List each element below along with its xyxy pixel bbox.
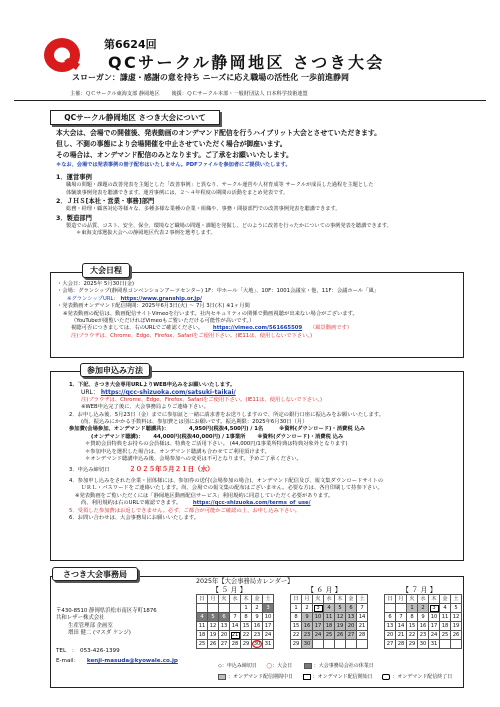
deadline-date: ２０２５年５月２１日（水） xyxy=(129,465,214,474)
calendar-day: 3 xyxy=(313,604,324,613)
calendar-day: 4 xyxy=(324,604,335,613)
fee-onsite: 4,950円(税抜4,500円) / 1名 xyxy=(189,426,264,433)
calendar-day xyxy=(197,604,208,613)
weekday-header: 木 xyxy=(429,595,440,604)
apply-step5: 5．受領した参加費はお返しできません。必ず、ご都合が可能かご確認の上、お申し込み下さい。 xyxy=(69,507,301,514)
calendar-may xyxy=(196,594,274,649)
granship-url-label: ※グランシップURL： xyxy=(67,295,119,302)
calendar-day: 12 xyxy=(208,622,219,631)
calendar-day: 3 xyxy=(429,604,440,613)
calendar-day: 2 xyxy=(252,604,263,613)
calendar-day: 22 xyxy=(241,631,252,640)
about-note: ＊なお、会場では発表事例の冊子配布はいたしません。PDFファイルを参加者にご提供いたします。 xyxy=(56,162,291,168)
calendar-day: 18 xyxy=(197,631,208,640)
ondemand-period: ・発表動画オンデマンド配信期間：2025年6月3日(火) ～ 7月 3日(木) ※1ヶ月間 xyxy=(57,303,250,310)
section-about-title: QCサークル静岡地区 さつき大会について xyxy=(50,110,220,125)
calendar-day: 1 xyxy=(241,604,252,613)
calendar-day: 22 xyxy=(291,631,302,640)
calendar-day: 9 xyxy=(252,613,263,622)
start-swatch xyxy=(303,674,311,680)
calendar-day: 9 xyxy=(418,613,429,622)
calendar-day: 7 xyxy=(357,604,368,613)
calendar-day: 12 xyxy=(451,613,462,622)
weekday-header: 土 xyxy=(357,595,368,604)
month-jul-label: 【 ７ 月 】 xyxy=(402,586,437,594)
calendar-day: 23 xyxy=(418,631,429,640)
weekday-header: 木 xyxy=(241,595,252,604)
apply-url-label: URL： xyxy=(81,389,99,397)
calendar-day: 1 xyxy=(407,604,418,613)
apply-step2: 2．お申し込み後、5月23日（金）までに参加証と一緒に請求書をお送りしますので、所定の銀行口座に振込みをお願いいたします。 xyxy=(69,411,384,418)
calendar-day: 14 xyxy=(396,622,407,631)
calendar-day: 2 xyxy=(418,604,429,613)
calendar-day: 1 xyxy=(291,604,302,613)
calendar-day: 25 xyxy=(324,631,335,640)
calendar-day: 15 xyxy=(291,622,302,631)
calendar-day: 29 xyxy=(241,640,252,649)
ondemand-swatch xyxy=(218,674,226,680)
calendar-day xyxy=(440,640,451,649)
calendar-day: 8 xyxy=(407,613,418,622)
cat1-text: 職場の問題・課題の改善発表を主題とした「改善事例」と異なり、サークル運営や人材育成等 サークルが成長した過程を主題とした xyxy=(66,182,374,188)
header-divider xyxy=(14,100,486,101)
apply-bullet1: ＊賛助会員特典をお持ちの会員様は、特典をご活用下さい。 (44,000円/1事業所特典は特典対象外となります) xyxy=(85,441,348,448)
calendar-day: 20 xyxy=(219,631,230,640)
weekday-header: 火 xyxy=(407,595,418,604)
page-title: QCサークル静岡地区 さつき大会 xyxy=(108,53,385,72)
weekday-header: 水 xyxy=(418,595,429,604)
calendar-day: 26 xyxy=(335,631,346,640)
calendar-day: 19 xyxy=(335,622,346,631)
holiday-swatch xyxy=(304,663,312,669)
office-email-label: E-mail： xyxy=(56,658,80,664)
calendar-day: 21 xyxy=(230,631,241,640)
calendar-day: 13 xyxy=(219,622,230,631)
calendar-day: 22 xyxy=(407,631,418,640)
weekday-header: 水 xyxy=(324,595,335,604)
calendar-day: 31 xyxy=(263,640,274,649)
calendar-day: 5 xyxy=(451,604,462,613)
schedule-date: ・大会日：2025年 5月30日(金) xyxy=(57,281,135,287)
section-apply-title: 参加申込み方法 xyxy=(80,363,150,377)
qc-circle-logo xyxy=(42,34,90,76)
apply-step4d: 尚、利用規約は右のURLで確認できます。 xyxy=(81,500,182,507)
apply-url[interactable]: https://qcc-shizuoka.com/satsuki-taikai/ xyxy=(100,389,236,397)
calendar-day: 7 xyxy=(396,613,407,622)
calendar-day: 28 xyxy=(230,640,241,649)
office-address3: 生産管理部 企画室 xyxy=(68,622,113,629)
fee-ondemand-note: ※資料(ダウンロード)・消費税 込み xyxy=(257,433,344,440)
calendar-day xyxy=(313,640,324,649)
calendar-day xyxy=(396,604,407,613)
legend-holiday: ：大会事務局会社の休業日 xyxy=(313,663,374,669)
apply-bullet2: ＊参加申込を選択した場合は、オンデマンド聴講も合わせてご利用頂けます。 xyxy=(85,448,270,455)
weekday-header: 日 xyxy=(197,595,208,604)
supporter: 後援：ＱＣサークル本部・一般財団法人 日本科学技術連盟 xyxy=(171,91,308,97)
calendar-day xyxy=(335,640,346,649)
calendar-day: 5 xyxy=(335,604,346,613)
weekday-header: 月 xyxy=(208,595,219,604)
calendar-day: 10 xyxy=(429,613,440,622)
cat2-title: 2．ＪＨＳ[本社・営業・事務]部門 xyxy=(56,198,155,206)
vimeo-url[interactable]: https://vimeo.com/561665509 xyxy=(212,325,303,332)
weekday-header: 土 xyxy=(263,595,274,604)
calendar-day xyxy=(208,604,219,613)
calendar-day: 11 xyxy=(440,613,451,622)
office-address2: 共和レザー株式会社 xyxy=(56,615,105,622)
calendar-day: 28 xyxy=(357,631,368,640)
vimeo-check-label: 視聴可否につきましては、右のURLでご確認ください。 xyxy=(71,325,204,332)
calendar-day: 9 xyxy=(302,613,313,622)
calendar-caption: 2025年【大会事務局カレンダー】 xyxy=(196,578,294,585)
weekday-header: 金 xyxy=(346,595,357,604)
calendar-day: 17 xyxy=(429,622,440,631)
apply-step3: 3．申込み締切日 xyxy=(69,467,110,474)
apply-browser-note: 注)ブラウザは、Chrome、Edge、Firefox、Safariをご使用下さい。(IE11は、使用しないで下さい。) xyxy=(81,396,323,403)
calendar-day xyxy=(230,604,241,613)
apply-step1: 1．下記、さつき大会専用URLよりWEB申込みをお願いいたします。 xyxy=(69,382,236,388)
calendar-day: 17 xyxy=(313,622,324,631)
calendar-day: 19 xyxy=(208,631,219,640)
cat3-note: ＊東海支部選抜大会への静岡地区代表２事例を選考します。 xyxy=(76,230,216,237)
calendar-day: 16 xyxy=(302,622,313,631)
calendar-day xyxy=(346,640,357,649)
schedule-venue: ・会場：グランシップ(静岡県コンベンションアーツセンター) 1F：中ホール「大地」、10F：1001会議室・他、11F：会議ホール「風」 xyxy=(57,288,380,295)
legend-end: ：オンデマンド配信終了日 xyxy=(392,674,453,680)
calendar-day: 20 xyxy=(346,622,357,631)
slogan: スローガン：謙虚・感謝の意を持ち ニーズに応え職場の活性化 一歩前進静岡 xyxy=(72,73,350,82)
weekday-header: 火 xyxy=(313,595,324,604)
calendar-day xyxy=(324,640,335,649)
cat3-title: 3．製造部門 xyxy=(56,214,92,222)
calendar-day: 16 xyxy=(252,622,263,631)
apply-web-note: ※WEB申込完了後に、大会事務局よりご連絡下さい。 xyxy=(81,404,209,411)
calendar-day: 12 xyxy=(335,613,346,622)
cat2-text: 総務・経理・顧客対応等様々な、多種多様な業種の企業・組織や、事務・間接部門での改善事例発表を聴講できます。 xyxy=(66,206,341,213)
legend-row2 xyxy=(218,673,452,680)
apply-step4b: ＵＲＬ・パスワードをご連絡いたします。尚、会場での報文集の配布はございません。必要な方は、各自印刷して持参下さい。 xyxy=(81,485,383,492)
calendar-day: 27 xyxy=(346,631,357,640)
calendar-day: 23 xyxy=(252,631,263,640)
circle-icon: ◯ xyxy=(266,663,273,669)
calendar-day: 6 xyxy=(385,613,396,622)
about-p1: 本大会は、会場での開催後、発表動画のオンデマンド配信を行うハイブリット大会とさせていただきます。 xyxy=(56,129,381,137)
calendar-day xyxy=(385,604,396,613)
calendar-day: 14 xyxy=(230,622,241,631)
apply-panel xyxy=(50,371,464,561)
legend-deadline: ：申込み締切日 xyxy=(221,663,257,669)
legend-ondemand: ：オンデマンド配信期間中日 xyxy=(228,674,294,680)
calendar-day: 29 xyxy=(291,640,302,649)
weekday-header: 水 xyxy=(230,595,241,604)
office-email[interactable]: kenji-masuda@kyowale.co.jp xyxy=(86,658,178,664)
calendar-day: 7 xyxy=(230,613,241,622)
calendar-day: 27 xyxy=(385,640,396,649)
calendar-day: 4 xyxy=(440,604,451,613)
legend-row1 xyxy=(218,662,374,669)
edition-number: 第6624回 xyxy=(104,38,157,51)
office-tel: TEL ： 053-426-1399 xyxy=(56,648,120,654)
calendar-day: 16 xyxy=(418,622,429,631)
calendar-day: 26 xyxy=(208,640,219,649)
calendar-day: 25 xyxy=(197,640,208,649)
schedule-browser-note: 注)ブラウザは、Chrome、Edge、Firefox、Safariをご使用下さい。(IE11は、使用しないで下さい。) xyxy=(71,332,313,339)
calendar-day: 21 xyxy=(357,622,368,631)
weekday-header: 土 xyxy=(451,595,462,604)
calendar-day xyxy=(357,640,368,649)
calendar-day: 18 xyxy=(324,622,335,631)
calendar-day: 15 xyxy=(407,622,418,631)
calendar-day: 28 xyxy=(396,640,407,649)
calendar-day: 24 xyxy=(429,631,440,640)
apply-step6: 6．お問い合わせは、大会事務局にお願いいたします。 xyxy=(69,514,200,521)
organizer: 主催：ＱＣサークル東海支部 静岡地区 xyxy=(70,91,160,97)
apply-step4c: ※発表動画をご覧いただくには「静岡地区動画配信サービス」利用規約に同意していただく必要があります。 xyxy=(75,492,334,499)
calendar-day: 30 xyxy=(252,640,263,649)
calendar-day: 4 xyxy=(197,613,208,622)
about-body xyxy=(56,128,476,238)
weekday-header: 月 xyxy=(396,595,407,604)
about-p3: その場合は、オンデマンド配信のみとなります。ご了承をお願いいたします。 xyxy=(56,151,293,159)
apply-bullet3: ＊オンデマンド聴講申込み後、会場参加への変更は不可となります。予めご了承ください。 xyxy=(85,456,302,463)
calendar-day: 30 xyxy=(302,640,313,649)
calendar-day: 20 xyxy=(385,631,396,640)
vimeo-note: ※発表動画の配信は、動画配信サイトVimeoを行います。社内セキュリティの関係で動画視聴が出来ない場合がございます。 xyxy=(63,310,358,317)
section-office-title: さつき大会事務局 xyxy=(52,567,138,581)
section-schedule-title: 大会日程 xyxy=(82,263,130,278)
calendar-day: 26 xyxy=(451,631,462,640)
calendar-day: 5 xyxy=(208,613,219,622)
about-p2: 但し、不測の事態により会場開催を中止させていただく場合が御座います。 xyxy=(56,140,287,148)
end-swatch xyxy=(382,674,390,680)
fee2-label: (オンデマンド聴講)： xyxy=(91,433,144,440)
calendar-day: 17 xyxy=(263,622,274,631)
calendar-day: 27 xyxy=(219,640,230,649)
granship-url[interactable]: https://www.granship.or.jp/ xyxy=(120,295,202,302)
office-address xyxy=(56,608,157,638)
calendar-july xyxy=(384,594,462,649)
weekday-header: 日 xyxy=(385,595,396,604)
weekday-header: 木 xyxy=(335,595,346,604)
calendar-day: 11 xyxy=(197,622,208,631)
legend-start: ：オンデマンド配信開始日 xyxy=(312,674,373,680)
calendar-day: 25 xyxy=(440,631,451,640)
calendar-day: 24 xyxy=(263,631,274,640)
vimeo-suffix: （風景動画です） xyxy=(309,325,353,332)
calendar-day: 18 xyxy=(440,622,451,631)
calendar-day: 8 xyxy=(241,613,252,622)
calendar-june xyxy=(290,594,368,649)
calendar-day: 14 xyxy=(357,613,368,622)
fee-ondemand: 44,000円(税抜40,000円) / 1事業所 xyxy=(153,433,246,440)
calendar-day: 6 xyxy=(219,613,230,622)
calendar-day: 10 xyxy=(263,613,274,622)
cat1-text2: 体験談事例発表を聴講できます。運営事例には、２～４年程度の期間の活動をまとめ発表です。 xyxy=(66,189,289,196)
schedule-panel xyxy=(50,272,464,358)
calendar-day: 21 xyxy=(396,631,407,640)
calendar-day: 11 xyxy=(324,613,335,622)
month-may-label: 【 ５ 月 】 xyxy=(212,586,247,594)
weekday-header: 金 xyxy=(440,595,451,604)
cat3-text: 製造での品質、コスト、安全、保全、環境など職場の問題・課題を発掘し、どのように改善を行ったかについての事例発表を聴講できます。 xyxy=(66,222,392,229)
weekday-header: 日 xyxy=(291,595,302,604)
calendar-day: 13 xyxy=(346,613,357,622)
weekday-header: 金 xyxy=(252,595,263,604)
calendar-day: 10 xyxy=(313,613,324,622)
legend-event: ：大会日 xyxy=(272,663,293,669)
calendar-day: 30 xyxy=(418,640,429,649)
office-address4: 増田 健二 (マスダ ケンジ) xyxy=(68,630,131,637)
weekday-header: 火 xyxy=(219,595,230,604)
calendar-day: 29 xyxy=(407,640,418,649)
month-jun-label: 【 ６ 月 】 xyxy=(307,586,342,594)
calendar-day: 19 xyxy=(451,622,462,631)
calendar-day: 13 xyxy=(385,622,396,631)
diamond-icon: ◇ xyxy=(218,663,222,669)
vimeo-note2: （YouTubeが閲覧いただければVimeoもご覧いただける可能性が高いです。） xyxy=(71,318,255,325)
calendar-day xyxy=(219,604,230,613)
calendar-day: 24 xyxy=(313,631,324,640)
fee-label: 参加費(会場参加、オンデマンド聴講共)： xyxy=(69,426,170,433)
cat1-title: 1．運営事例 xyxy=(56,174,92,181)
terms-url[interactable]: https://qcc-shizuoka.com/terms_of_use/ xyxy=(192,500,311,507)
calendar-day: 31 xyxy=(429,640,440,649)
calendar-day xyxy=(451,640,462,649)
calendar-day: 8 xyxy=(291,613,302,622)
weekday-header: 月 xyxy=(302,595,313,604)
calendar-day: 2 xyxy=(302,604,313,613)
calendar-day: 3 xyxy=(263,604,274,613)
apply-step4: 4．参加申し込みをされた企業・団体様には、参加券の送付(会場参加の場合)、オンデマンド配信及び、報文集ダウンロードサイトの xyxy=(69,477,384,484)
calendar-day: 6 xyxy=(346,604,357,613)
apply-step2b: (尚、振込みにかかる手数料は、参加費とは別にお願いです。振込期限：2025年6月30日（月） xyxy=(81,419,308,426)
fee-onsite-note: ※資料(ダウンロード)・消費税 込み xyxy=(279,426,366,433)
calendar-day: 15 xyxy=(241,622,252,631)
sponsors xyxy=(70,90,318,97)
calendar-day: 23 xyxy=(302,631,313,640)
office-address1: 〒430-8510 静岡県浜松市南区寺町1876 xyxy=(56,608,157,614)
